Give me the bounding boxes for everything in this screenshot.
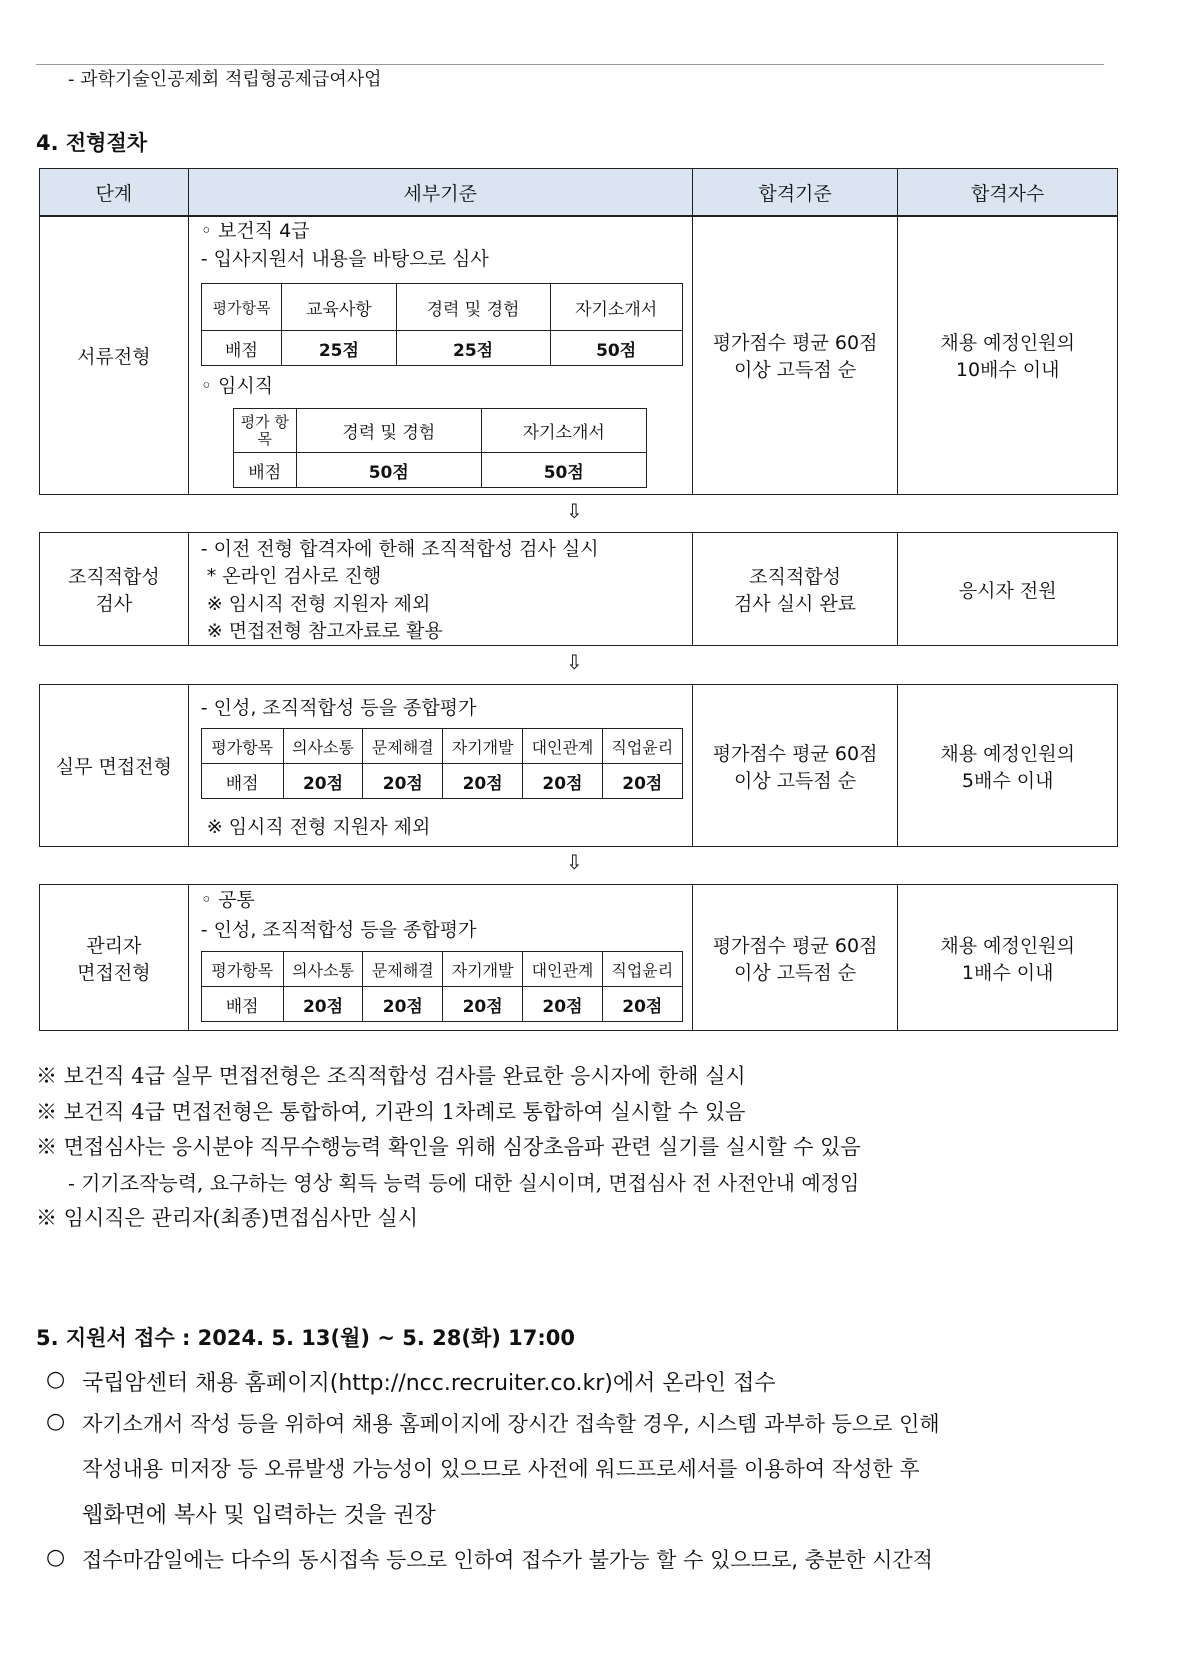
note: ※ 면접심사는 응시분야 직무수행능력 확인을 위해 심장초음파 관련 실기를 실시할 수 있음: [36, 1135, 861, 1159]
score-cell: 50점: [550, 331, 682, 366]
paragraph: 웹화면에 복사 및 입력하는 것을 권장: [82, 1503, 436, 1528]
stage-line: 면접전형: [77, 961, 151, 984]
score-cell: 50점: [481, 453, 646, 488]
header-count: 합격자수: [898, 169, 1118, 217]
score-cell: 대인관계: [523, 952, 603, 987]
header-stage: 단계: [40, 169, 189, 217]
score-table-manager: [201, 951, 683, 1022]
count-manager: [898, 885, 1118, 1031]
count-line: 채용 예정인원의: [940, 934, 1075, 957]
score-cell: 20점: [443, 764, 523, 799]
note: ※ 보건직 4급 실무 면접전형은 조직적합성 검사를 완료한 응시자에 한해 실시: [36, 1064, 746, 1088]
score-cell: 20점: [602, 764, 682, 799]
section4-title: 4. 전형절차: [36, 131, 148, 155]
score-cell: 20점: [363, 987, 443, 1022]
score-cell: 의사소통: [283, 729, 363, 764]
score-cell: 20점: [283, 764, 363, 799]
circle-bullet-icon: ○: [46, 1545, 66, 1570]
count-practical: [898, 685, 1118, 847]
detail-line: - 인성, 조직적합성 등을 종합평가: [200, 919, 477, 941]
stage-practical: 실무 면접전형: [40, 685, 189, 847]
score-cell: 배점: [201, 764, 283, 799]
score-cell: 20점: [523, 987, 603, 1022]
score-cell: 자기개발: [443, 729, 523, 764]
detail-line: - 인성, 조직적합성 등을 종합평가: [200, 697, 477, 719]
criteria-line: 이상 고득점 순: [733, 359, 857, 381]
count-line: 5배수 이내: [961, 769, 1054, 792]
score-table-regular: [201, 283, 683, 366]
score-cell: 20점: [363, 764, 443, 799]
criteria-line: 평가점수 평균 60점: [712, 934, 878, 957]
count-line: 10배수 이내: [955, 359, 1060, 381]
score-cell: 문제해결: [363, 952, 443, 987]
score-cell: 20점: [443, 987, 523, 1022]
process-table-header: [39, 168, 1118, 217]
detail-line: - 입사지원서 내용을 바탕으로 심사: [200, 248, 489, 270]
paragraph: 작성내용 미저장 등 오류발생 가능성이 있으므로 사전에 워드프로세서를 이용하여 작성한 후: [82, 1457, 920, 1481]
section5-title: 5. 지원서 접수 : 2024. 5. 13(월) ~ 5. 28(화) 17:00: [36, 1326, 575, 1350]
criteria-aptitude: [692, 533, 898, 646]
paragraph: 자기소개서 작성 등을 위하여 채용 홈페이지에 장시간 접속할 경우, 시스템 과부하 등으로 인해: [82, 1412, 940, 1436]
criteria-line: 검사 실시 완료: [733, 593, 857, 615]
score-cell: 배점: [233, 453, 296, 488]
count-aptitude: 응시자 전원: [898, 533, 1118, 646]
stage-document: 서류전형: [40, 216, 189, 495]
criteria-line: 이상 고득점 순: [733, 961, 857, 984]
down-arrow-icon: ⇩: [566, 650, 583, 674]
header-criteria: 합격기준: [692, 169, 898, 217]
score-table-practical: [201, 728, 683, 799]
score-cell: 20점: [283, 987, 363, 1022]
score-cell: 평가항목: [201, 729, 283, 764]
score-cell: 배점: [201, 987, 283, 1022]
criteria-manager: [692, 885, 898, 1031]
detail-document: [188, 216, 692, 495]
score-table-temporary: [233, 408, 647, 488]
score-cell: 문제해결: [363, 729, 443, 764]
stage-line: 조직적합성: [67, 566, 160, 588]
count-line: 1배수 이내: [961, 961, 1054, 984]
down-arrow-icon: ⇩: [566, 499, 583, 523]
score-cell: 평가항목: [201, 284, 282, 331]
note-sub: - 기기조작능력, 요구하는 영상 획득 능력 등에 대한 실시이며, 면접심사 전 사전안내 예정임: [68, 1171, 860, 1195]
detail-manager: [188, 885, 692, 1031]
detail-line: ※ 임시직 전형 지원자 제외: [206, 593, 431, 615]
row-document-screening: [39, 215, 1118, 495]
criteria-line: 이상 고득점 순: [733, 769, 857, 792]
row-manager-interview: [39, 884, 1118, 1031]
score-cell: 평가항목: [201, 952, 283, 987]
score-cell: 직업윤리: [602, 952, 682, 987]
score-cell: 50점: [296, 453, 481, 488]
header-detail: 세부기준: [188, 169, 692, 217]
count-line: 채용 예정인원의: [940, 742, 1075, 765]
detail-aptitude: [188, 533, 692, 646]
detail-line: ※ 면접전형 참고자료로 활용: [206, 620, 443, 642]
stage-line: 검사: [95, 593, 133, 615]
score-cell: 20점: [523, 764, 603, 799]
stage-line: 관리자: [86, 934, 142, 957]
count-document: [898, 216, 1118, 495]
row-aptitude-test: [39, 532, 1118, 646]
score-cell: 대인관계: [523, 729, 603, 764]
score-cell: 자기소개서: [481, 409, 646, 453]
score-cell: 평가 항목: [233, 409, 296, 453]
score-cell: 경력 및 경험: [296, 409, 481, 453]
criteria-practical: [692, 685, 898, 847]
circle-bullet-icon: ○: [46, 1367, 66, 1392]
note: ※ 임시직은 관리자(최종)면접심사만 실시: [36, 1206, 418, 1230]
note: ※ 보건직 4급 면접전형은 통합하여, 기관의 1차례로 통합하여 실시할 수 있음: [36, 1100, 746, 1124]
down-arrow-icon: ⇩: [566, 850, 583, 874]
detail-line: - 이전 전형 합격자에 한해 조직적합성 검사 실시: [200, 538, 599, 560]
criteria-document: [692, 216, 898, 495]
circle-bullet-icon: ○: [46, 1409, 66, 1434]
score-cell: 배점: [201, 331, 282, 366]
paragraph: 국립암센터 채용 홈페이지(http://ncc.recruiter.co.kr)에서 온라인 접수: [82, 1371, 776, 1396]
score-cell: 자기소개서: [550, 284, 682, 331]
detail-line: ◦ 임시직: [200, 375, 274, 397]
paragraph: 접수마감일에는 다수의 동시접속 등으로 인하여 접수가 불가능 할 수 있으므로, 충분한 시간적: [82, 1548, 933, 1572]
score-cell: 교육사항: [282, 284, 396, 331]
score-cell: 25점: [282, 331, 396, 366]
top-line: - 과학기술인공제회 적립형공제급여사업: [68, 69, 382, 90]
score-cell: 직업윤리: [602, 729, 682, 764]
score-cell: 경력 및 경험: [396, 284, 550, 331]
detail-line: ◦ 보건직 4급: [200, 220, 310, 242]
detail-line: ◦ 공통: [200, 889, 255, 911]
criteria-line: 조직적합성: [749, 566, 841, 588]
score-cell: 자기개발: [443, 952, 523, 987]
score-cell: 20점: [602, 987, 682, 1022]
score-cell: 의사소통: [283, 952, 363, 987]
score-cell: 25점: [396, 331, 550, 366]
criteria-line: 평가점수 평균 60점: [712, 332, 878, 354]
count-line: 채용 예정인원의: [940, 332, 1075, 354]
detail-line: * 온라인 검사로 진행: [206, 565, 382, 587]
detail-practical: [188, 685, 692, 847]
criteria-line: 평가점수 평균 60점: [712, 742, 878, 765]
detail-line: ※ 임시직 전형 지원자 제외: [206, 816, 431, 838]
row-practical-interview: [39, 684, 1118, 847]
stage-aptitude: [40, 533, 189, 646]
stage-manager: [40, 885, 189, 1031]
